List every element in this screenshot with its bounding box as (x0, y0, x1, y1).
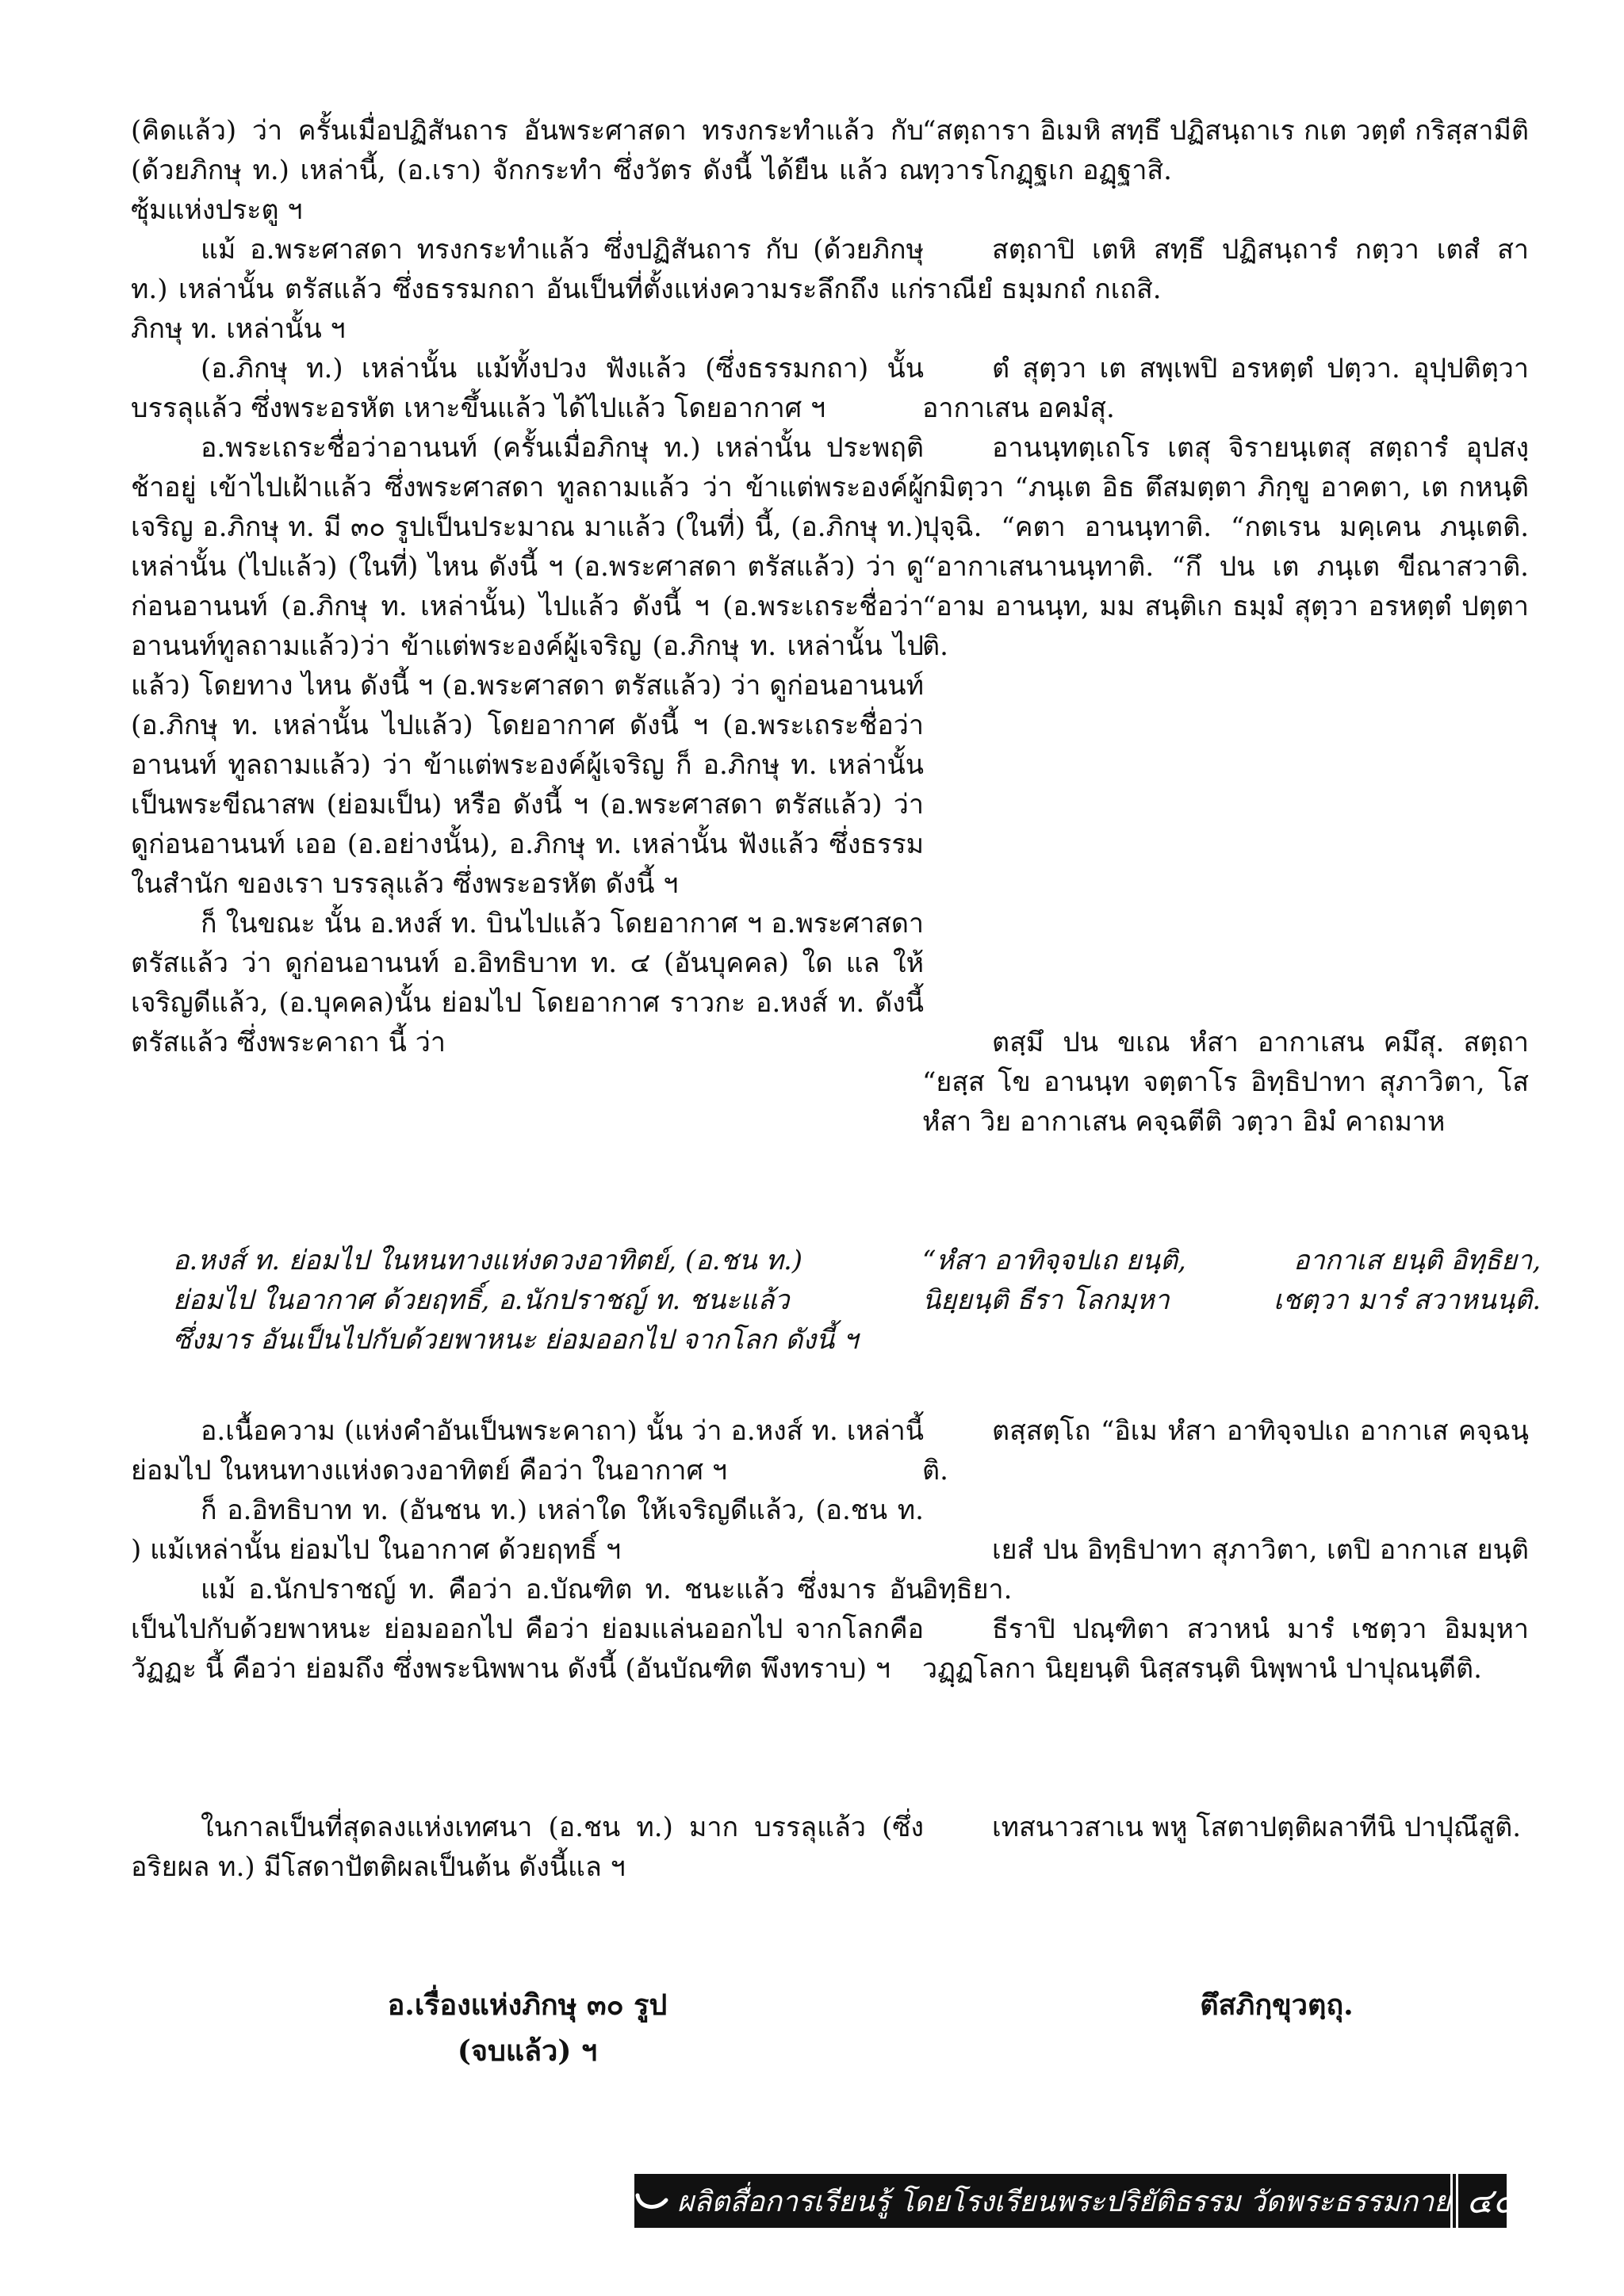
left-closing-line: (จบแล้ว) ฯ (457, 2034, 598, 2068)
right-closing-line: ตึสภิกฺขุวตฺถุ. (1200, 1988, 1354, 2022)
left-paragraph: แม้ อ.นักปราชญ์ ท. คือว่า อ.บัณฑิต ท. ชนะแล้ว ซึ่งมาร อันเป็นไปกับด้วยพาหนะ ย่อมออกไป คือว่า ย่อมแล่นออกไป จากโลกคือวัฏฏะ นี้ คือว่า ย่อมถึง ซึ่งพระนิพพาน ดังนี้ (อันบัณฑิต พึงทราบ) ฯ (131, 1574, 924, 1685)
right-verse-line (922, 1280, 1541, 1320)
footer-bar (634, 2174, 1519, 2228)
right-closing-title (1094, 1982, 1459, 2028)
right-paragraph: อานนฺทตฺเถโร เตสุ จิรายนฺเตสุ สตฺถารํ อุปสงฺกมิตฺวา “ภนฺเต อิธ ตึสมตฺตา ภิกฺขู อาคตา, เต กหนฺติ ปุจฺฉิ. “คตา อานนฺทาติ. “กตเรน มคฺเคน ภนฺเตติ. “อากาเสนานนฺทาติ. “กึ ปน เต ภนฺเต ขีณาสวาติ. “อาม อานนฺท, มม สนฺติเก ธมฺมํ สุตฺวา อรหตฺตํ ปตฺตาติ. (922, 432, 1529, 662)
right-verse-half: เชตฺวา มารํ สวาหนนฺติ. (1273, 1284, 1541, 1316)
right-column-block1b (922, 1023, 1529, 1142)
left-paragraph: ก็ อ.อิทธิบาท ท. (อันชน ท.) เหล่าใด ให้เจริญดีแล้ว, (อ.ชน ท. ) แม้เหล่านั้น ย่อมไป ในอากาศ ด้วยฤทธิ์ ฯ (131, 1494, 924, 1566)
right-column-block2 (922, 1411, 1529, 1689)
right-verse (922, 1241, 1541, 1320)
right-verse-line (922, 1241, 1541, 1280)
left-paragraph: ก็ ในขณะ นั้น อ.หงส์ ท. บินไปแล้ว โดยอากาศ ฯ อ.พระศาสดา ตรัสแล้ว ว่า ดูก่อนอานนท์ อ.อิทธิบาท ท. ๔ (อันบุคคล) ใด แล ให้เจริญดีแล้ว, (อ.บุคคล)นั้น ย่อมไป โดยอากาศ ราวกะ อ.หงส์ ท. ดังนี้ ตรัสแล้ว ซึ่งพระคาถา นี้ ว่า (131, 908, 924, 1058)
left-column-block3 (131, 1808, 924, 1887)
right-verse-half: “หํสา อาทิจฺจปเถ ยนฺติ, (922, 1245, 1186, 1276)
left-paragraph: (อ.ภิกษุ ท.) เหล่านั้น แม้ทั้งปวง ฟังแล้ว (ซึ่งธรรมกถา) นั้น บรรลุแล้ว ซึ่งพระอรหัต เหาะขึ้นแล้ว ได้ไปแล้ว โดยอากาศ ฯ (131, 353, 924, 424)
right-paragraph: “สตฺถารา อิเมหิ สทฺธึ ปฏิสนฺถาเร กเต วตฺตํ กริสฺสามีติ ทฺวารโกฏฺฐเก อฏฺฐาสิ. (922, 115, 1529, 186)
left-verse (173, 1241, 887, 1360)
left-verse-line: ซึ่งมาร อันเป็นไปกับด้วยพาหนะ ย่อมออกไป จากโลก ดังนี้ ฯ (173, 1324, 859, 1356)
right-verse-half: นิยฺยนฺติ ธีรา โลกมฺหา (922, 1284, 1170, 1316)
left-closing-title (270, 1982, 785, 2074)
footer-separator (1450, 2174, 1458, 2228)
left-paragraph: อ.เนื้อความ (แห่งคำอันเป็นพระคาถา) นั้น ว่า อ.หงส์ ท. เหล่านี้ ย่อมไป ในหนทางแห่งดวงอาทิตย์ คือว่า ในอากาศ ฯ (131, 1415, 924, 1487)
left-column-block1 (131, 111, 924, 1062)
left-paragraph: อ.พระเถระชื่อว่าอานนท์ (ครั้นเมื่อภิกษุ ท.) เหล่านั้น ประพฤติช้าอยู่ เข้าไปเฝ้าแล้ว ซึ่งพระศาสดา ทูลถามแล้ว ว่า ข้าแต่พระองค์ผู้เจริญ อ.ภิกษุ ท. มี ๓๐ รูปเป็นประมาณ มาแล้ว (ในที่) นี้, (อ.ภิกษุ ท.) เหล่านั้น (ไปแล้ว) (ในที่) ไหน ดังนี้ ฯ (อ.พระศาสดา ตรัสแล้ว) ว่า ดูก่อนอานนท์ (อ.ภิกษุ ท. เหล่านั้น) ไปแล้ว ดังนี้ ฯ (อ.พระเถระชื่อว่า อานนท์ทูลถามแล้ว)ว่า ข้าแต่พระองค์ผู้เจริญ (อ.ภิกษุ ท. เหล่านั้น ไปแล้ว) โดยทาง ไหน ดังนี้ ฯ (อ.พระศาสดา ตรัสแล้ว) ว่า ดูก่อนอานนท์ (อ.ภิกษุ ท. เหล่านั้น ไปแล้ว) โดยอากาศ ดังนี้ ฯ (อ.พระเถระชื่อว่าอานนท์ ทูลถามแล้ว) ว่า ข้าแต่พระองค์ผู้เจริญ ก็ อ.ภิกษุ ท. เหล่านั้น เป็นพระขีณาสพ (ย่อมเป็น) หรือ ดังนี้ ฯ (อ.พระศาสดา ตรัสแล้ว) ว่า ดูก่อนอานนท์ เออ (อ.อย่างนั้น), อ.ภิกษุ ท. เหล่านั้น ฟังแล้ว ซึ่งธรรม ในสำนัก ของเรา บรรลุแล้ว ซึ่งพระอรหัต ดังนี้ ฯ (131, 432, 924, 900)
right-verse-half: อากาเส ยนฺติ อิทฺธิยา, (1293, 1245, 1541, 1276)
right-paragraph: สตฺถาปิ เตหิ สทฺธึ ปฏิสนฺถารํ กตฺวา เตสํ สาราณียํ ธมฺมกถํ กเถสิ. (922, 234, 1529, 305)
right-column-block3 (922, 1808, 1529, 1847)
left-verse-line: อ.หงส์ ท. ย่อมไป ในหนทางแห่งดวงอาทิตย์, (อ.ชน ท.) (173, 1245, 803, 1276)
left-paragraph: (คิดแล้ว) ว่า ครั้นเมื่อปฏิสันถาร อันพระศาสดา ทรงกระทำแล้ว กับ (ด้วยภิกษุ ท.) เหล่านี้, (อ.เรา) จักกระทำ ซึ่งวัตร ดังนี้ ได้ยืน แล้ว ณ ซุ้มแห่งประตู ฯ (131, 115, 924, 226)
right-paragraph: ตํ สุตฺวา เต สพฺเพปิ อรหตฺตํ ปตฺวา. อุปฺปติตฺวา อากาเสน อคมํสุ. (922, 353, 1529, 424)
left-column-block2 (131, 1411, 924, 1689)
right-paragraph: ตสฺสตฺโถ “อิเม หํสา อาทิจฺจปเถ อากาเส คจฺฉนฺติ. (922, 1415, 1529, 1487)
right-paragraph: เทสนาวสาเน พหู โสตาปตฺติผลาทีนิ ปาปุณึสูติ. (992, 1812, 1522, 1843)
left-closing-line: อ.เรื่องแห่งภิกษุ ๓๐ รูป (387, 1988, 668, 2022)
right-column-block1 (922, 111, 1529, 666)
footer-text: ผลิตสื่อการเรียนรู้ โดยโรงเรียนพระปริยัติธรรม วัดพระธรรมกาย (677, 2185, 1451, 2218)
swirl-ornament-icon (634, 2174, 669, 2228)
page-number: ๔๕ (1466, 2181, 1519, 2221)
right-paragraph: ตสฺมึ ปน ขเณ หํสา อากาเสน คมึสุ. สตฺถา “ยสฺส โข อานนฺท จตฺตาโร อิทฺธิปาทา สุภาวิตา, โส หํสา วิย อากาเสน คจฺฉตีติ วตฺวา อิมํ คาถมาห (922, 1027, 1529, 1138)
left-paragraph: แม้ อ.พระศาสดา ทรงกระทำแล้ว ซึ่งปฏิสันถาร กับ (ด้วยภิกษุ ท.) เหล่านั้น ตรัสแล้ว ซึ่งธรรมกถา อันเป็นที่ตั้งแห่งความระลึกถึง แก่ภิกษุ ท. เหล่านั้น ฯ (131, 234, 924, 345)
left-paragraph: ในกาลเป็นที่สุดลงแห่งเทศนา (อ.ชน ท.) มาก บรรลุแล้ว (ซึ่งอริยผล ท.) มีโสดาปัตติผลเป็นต้น ดังนี้แล ฯ (131, 1812, 924, 1883)
right-paragraph: ธีราปิ ปณฺฑิตา สวาหนํ มารํ เชตฺวา อิมมฺหา วฏฺฏโลกา นิยฺยนฺติ นิสฺสรนฺติ นิพฺพานํ ปาปุณนฺตีติ. (922, 1613, 1529, 1685)
right-paragraph: เยสํ ปน อิทฺธิปาทา สุภาวิตา, เตปิ อากาเส ยนฺติ อิทฺธิยา. (922, 1534, 1529, 1605)
left-verse-line: ย่อมไป ในอากาศ ด้วยฤทธิ์, อ.นักปราชญ์ ท. ชนะแล้ว (173, 1284, 790, 1316)
